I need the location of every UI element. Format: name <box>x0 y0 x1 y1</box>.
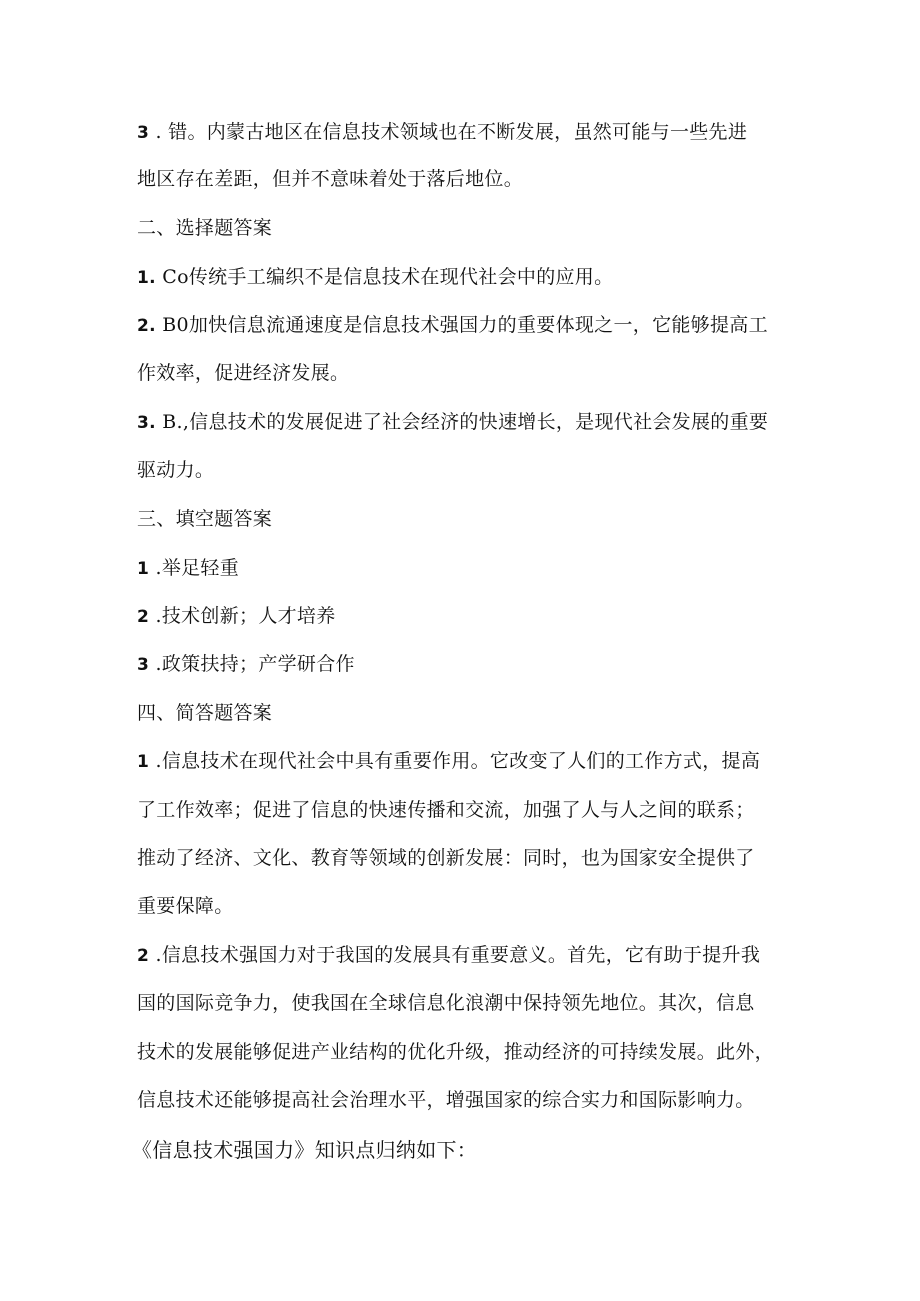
answer-line <box>137 263 613 292</box>
line-text: 国的国际竞争力，使我国在全球信息化浪潮中保持领先地位。其次，信息 <box>137 992 755 1014</box>
line-text: 四、简答题答案 <box>137 702 273 724</box>
answer-line <box>137 796 755 824</box>
line-text: Co传统手工编织不是信息技术在现代社会中的应用。 <box>155 266 614 288</box>
answer-line <box>137 311 768 340</box>
line-text: B.,信息技术的发展促进了社会经济的快速增长，是现代社会发展的重要 <box>155 411 769 433</box>
answer-line <box>137 118 747 147</box>
item-number: 1. <box>137 268 156 288</box>
line-text: .政策扶持；产学研合作 <box>149 653 355 675</box>
line-text: 重要保障。 <box>137 895 234 917</box>
answer-line <box>137 747 760 776</box>
line-text: .信息技术在现代社会中具有重要作用。它改变了人们的工作方式，提高 <box>149 750 761 772</box>
line-text: 三、填空题答案 <box>137 508 273 530</box>
answer-line <box>137 408 768 437</box>
answer-line <box>137 456 214 484</box>
line-text: B0加快信息流通速度是信息技术强国力的重要体现之一，它能够提高工 <box>155 314 768 336</box>
answer-line <box>137 844 755 872</box>
answer-line <box>137 1038 774 1066</box>
summary-heading: 《信息技术强国力》知识点归纳如下： <box>132 1138 478 1162</box>
item-number: 2 <box>137 946 150 966</box>
line-text: 了工作效率；促进了信息的快速传播和交流，加强了人与人之间的联系； <box>137 799 755 821</box>
item-number: 3 <box>137 655 150 675</box>
answer-line <box>137 941 760 970</box>
line-text: 作效率，促进经济发展。 <box>137 362 350 384</box>
answer-line <box>137 1086 755 1114</box>
item-number: 1 <box>137 752 150 772</box>
answer-line <box>137 650 355 679</box>
section-heading <box>137 214 272 242</box>
line-text: 地区存在差距，但并不意味着处于落后地位。 <box>137 168 524 190</box>
answer-line <box>137 359 349 387</box>
answer-line <box>137 892 234 920</box>
answer-line <box>137 989 755 1017</box>
answer-line <box>137 554 239 583</box>
line-text: 技术的发展能够促进产业结构的优化升级，推动经济的可持续发展。此外， <box>137 1041 774 1063</box>
item-number: 2 <box>137 607 150 627</box>
line-text: 二、选择题答案 <box>137 217 273 239</box>
line-text: .技术创新；人才培养 <box>149 605 336 627</box>
line-text: . 错。内蒙古地区在信息技术领域也在不断发展，虽然可能与一些先进 <box>149 121 748 143</box>
section-heading <box>137 699 272 727</box>
item-number: 3 <box>137 123 150 143</box>
answer-line <box>137 165 523 193</box>
item-number: 3. <box>137 413 156 433</box>
line-text: .举足轻重 <box>149 557 240 579</box>
line-text: 信息技术还能够提高社会治理水平，增强国家的综合实力和国际影响力。 <box>137 1089 755 1111</box>
line-text: .信息技术强国力对于我国的发展具有重要意义。首先，它有助于提升我 <box>149 944 761 966</box>
line-text: 驱动力。 <box>137 459 215 481</box>
item-number: 1 <box>137 559 150 579</box>
line-text: 推动了经济、文化、教育等领域的创新发展：同时，也为国家安全提供了 <box>137 847 755 869</box>
answer-line <box>137 602 336 631</box>
item-number: 2. <box>137 316 156 336</box>
section-heading <box>137 505 272 533</box>
